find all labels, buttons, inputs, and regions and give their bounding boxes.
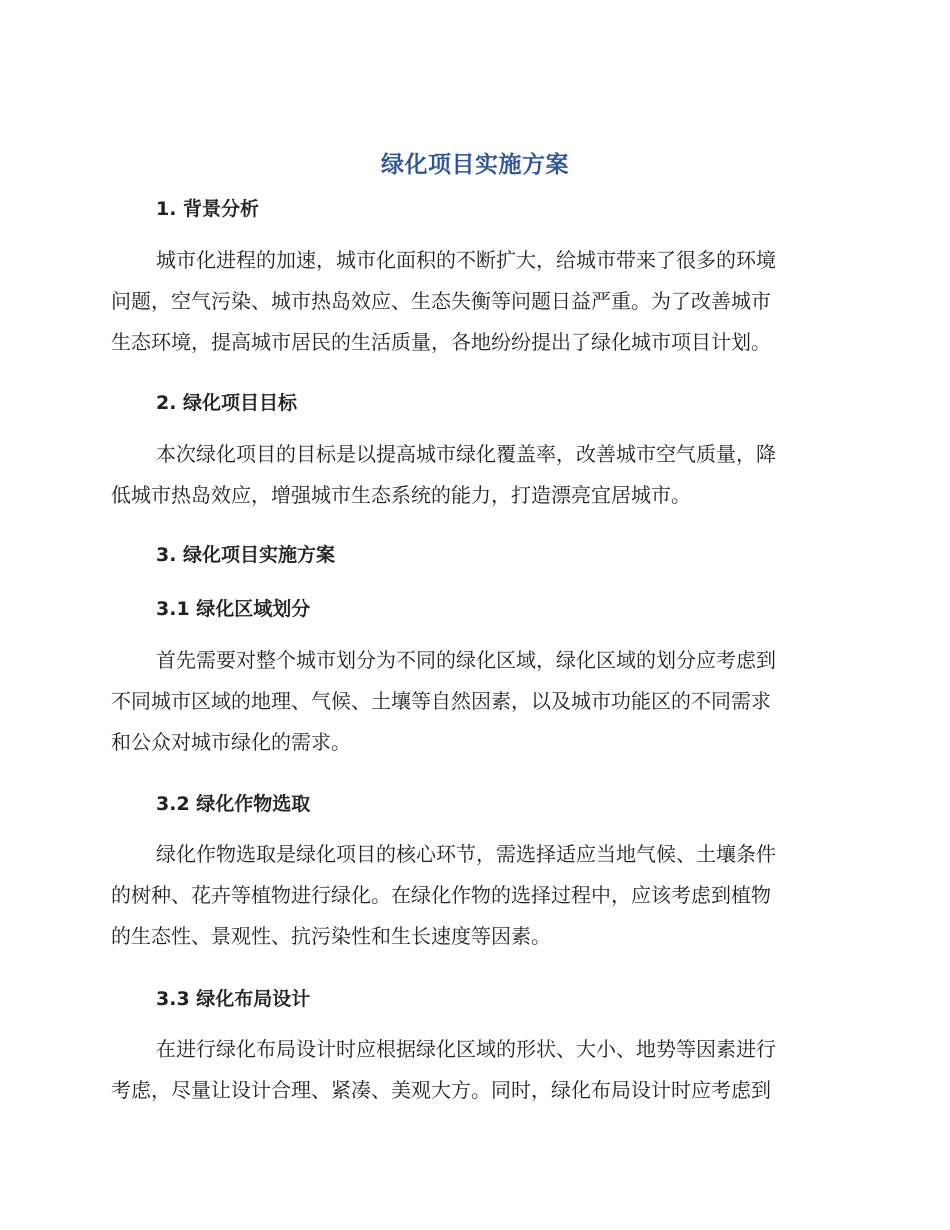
- section-heading-plant-selection: 3.2 绿化作物选取: [156, 793, 311, 815]
- section-heading-implementation: 3. 绿化项目实施方案: [156, 544, 336, 566]
- section-paragraph-layout-design: [111, 1029, 831, 1111]
- section-paragraph-zoning: [111, 640, 831, 763]
- section-heading-zoning: 3.1 绿化区域划分: [156, 598, 311, 620]
- paragraph-line: 在进行绿化布局设计时应根据绿化区域的形状、大小、地势等因素进行: [156, 1037, 776, 1061]
- section-paragraph-plant-selection: [111, 834, 831, 957]
- document-title: 绿化项目实施方案: [381, 152, 569, 178]
- section-heading-layout-design: 3.3 绿化布局设计: [156, 988, 311, 1010]
- section-heading-goals: 2. 绿化项目目标: [156, 392, 298, 414]
- paragraph-line: 绿化作物选取是绿化项目的核心环节，需选择适应当地气候、土壤条件: [156, 842, 776, 866]
- paragraph-line: 低城市热岛效应，增强城市生态系统的能力，打造漂亮宜居城市。: [111, 483, 691, 507]
- paragraph-line: 生态环境，提高城市居民的生活质量，各地纷纷提出了绿化城市项目计划。: [111, 330, 771, 354]
- paragraph-line: 本次绿化项目的目标是以提高城市绿化覆盖率，改善城市空气质量，降: [156, 442, 776, 466]
- section-heading-background: 1. 背景分析: [156, 198, 260, 220]
- section-paragraph-goals: [111, 434, 831, 516]
- paragraph-line: 问题，空气污染、城市热岛效应、生态失衡等问题日益严重。为了改善城市: [111, 289, 771, 313]
- paragraph-line: 的树种、花卉等植物进行绿化。在绿化作物的选择过程中，应该考虑到植物: [111, 883, 771, 907]
- paragraph-line: 城市化进程的加速，城市化面积的不断扩大，给城市带来了很多的环境: [156, 248, 776, 272]
- section-paragraph-background: [111, 240, 831, 363]
- paragraph-line: 首先需要对整个城市划分为不同的绿化区域，绿化区域的划分应考虑到: [156, 648, 776, 672]
- paragraph-line: 和公众对城市绿化的需求。: [111, 730, 351, 754]
- paragraph-line: 的生态性、景观性、抗污染性和生长速度等因素。: [111, 924, 551, 948]
- paragraph-line: 不同城市区域的地理、气候、土壤等自然因素，以及城市功能区的不同需求: [111, 689, 771, 713]
- paragraph-line: 考虑，尽量让设计合理、紧凑、美观大方。同时，绿化布局设计时应考虑到: [111, 1078, 771, 1102]
